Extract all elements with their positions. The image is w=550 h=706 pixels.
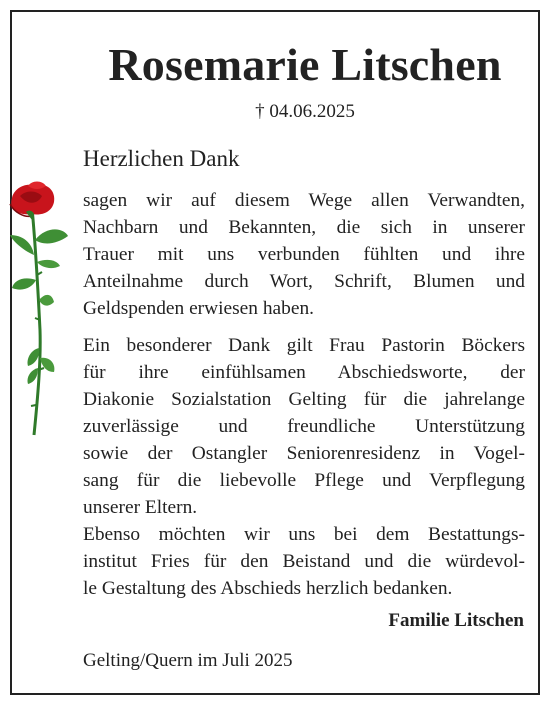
death-date: † 04.06.2025: [255, 101, 355, 122]
text-line: zuverlässige und freundliche Unterstützung: [83, 416, 525, 437]
text-line: unserer Eltern.: [83, 497, 198, 518]
thanks-heading: Herzlichen Dank: [83, 146, 240, 171]
text-line: sowie der Ostangler Seniorenresidenz in Vogel-: [83, 443, 525, 464]
text-line: für ihre einfühlsamen Abschiedsworte, der: [83, 362, 525, 383]
rose-icon: [2, 180, 72, 440]
text-line: sang für die liebevolle Pflege und Verpflegung: [83, 470, 525, 491]
text-line: Diakonie Sozialstation Gelting für die jahrelange: [83, 389, 525, 410]
paragraph-special-thanks: [83, 332, 525, 602]
text-line: institut Fries für den Beistand und die würdevol-: [83, 551, 525, 572]
signature: Familie Litschen: [388, 610, 524, 631]
deceased-name: Rosemarie Litschen: [108, 39, 502, 90]
text-line: le Gestaltung des Abschieds herzlich bedanken.: [83, 578, 453, 599]
text-line: Geldspenden erwiesen haben.: [83, 298, 314, 319]
paragraph-relatives: [83, 187, 525, 322]
text-line: Trauer mit uns verbunden fühlten und ihre: [83, 244, 525, 265]
place-date: Gelting/Quern im Juli 2025: [83, 650, 293, 671]
text-line: Anteilnahme durch Wort, Schrift, Blumen und: [83, 271, 525, 292]
text-line: Ebenso möchten wir uns bei dem Bestattungs-: [83, 524, 525, 545]
text-line: sagen wir auf diesem Wege allen Verwandten,: [83, 190, 525, 211]
text-line: Ein besonderer Dank gilt Frau Pastorin Böckers: [83, 335, 525, 356]
text-line: Nachbarn und Bekannten, die sich in unserer: [83, 217, 525, 238]
